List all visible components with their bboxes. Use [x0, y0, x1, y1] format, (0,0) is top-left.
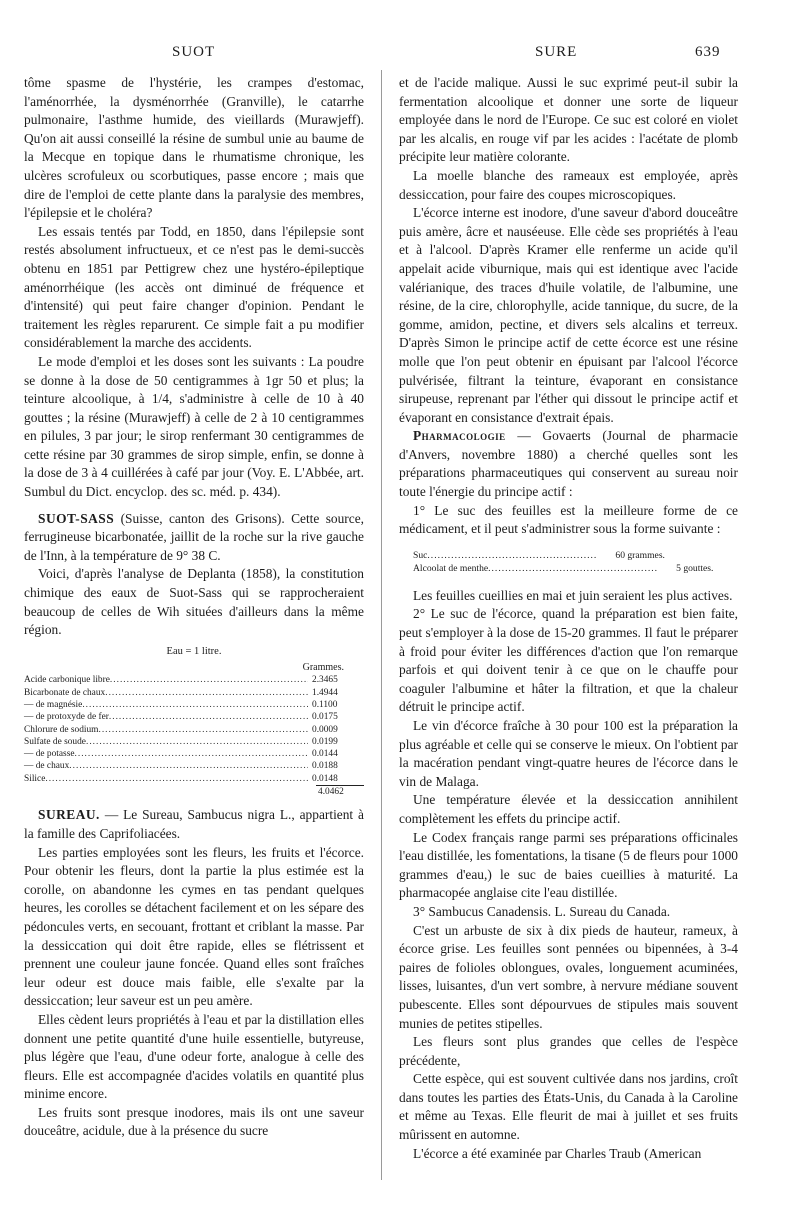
- compound-name: — de protoxyde de fer: [24, 712, 109, 723]
- paragraph: 1° Le suc des feuilles est la meilleure forme de ce médicament, et il peut s'administrer sous la forme suivante :: [399, 502, 738, 537]
- entry-text: (Suisse, canton des Grisons). Cette source, ferrugineuse bicarbonatée, jaillit de la roche sur la rive gauche de l'Inn, à la température de 9° 38 C.: [24, 510, 364, 563]
- paragraph: L'écorce interne est inodore, d'une saveur d'abord douceâtre puis amère, âcre et nauséeuse. Elle cède ses propriétés à l'eau et à l'alcool. D'après Kramer elle renferme un acide qu'il appelait acide viburnique, mais qui est identique avec l'acide valérianique, des traces d'huile volatile, de l'albumine, une résine, de la cire, chlorophylle, acide tannique, du sucre, de la gomme, amidon, pectine, et divers sels alcalins et terreux. D'après Simon le principe actif de cette écorce est une résine molle que l'on peut obtenir en épuisant par l'alcool l'écorce pulvérisée, filtrant la teinture, évaporant en consistance sirupeuse, reprenant par l'éther qui dissout le principe actif et évaporant en consistance d'extrait épais.: [399, 205, 738, 425]
- compound-name: — de chaux: [24, 761, 70, 772]
- entry-text: — Govaerts (Journal de pharmacie d'Anvers, novembre 1880) a cherché quelles sont les préparations pharmaceutiques qui conservent au sureau noir toute l'énergie du principe actif :: [399, 428, 738, 500]
- compound-value: 0.0144: [312, 749, 338, 760]
- compound-value: 0.1100: [312, 700, 338, 710]
- recipe-row: [413, 549, 738, 562]
- paragraph: Une température élevée et la dessiccation annihilent complètement les effets du principe actif.: [399, 792, 738, 826]
- compound-name: Bicarbonate de chaux: [24, 687, 106, 698]
- leader-dots: [427, 549, 597, 562]
- leader-dots: [98, 724, 308, 736]
- paragraph: Les fruits sont presque inodores, mais ils ont une saveur douceâtre, acidule, due à la présence du sucre: [24, 1104, 364, 1139]
- leader-dots: [86, 736, 308, 748]
- header-right-title: SURE: [535, 44, 578, 60]
- compound-name: Chlorure de sodium: [24, 724, 99, 735]
- leader-dots: [82, 699, 308, 711]
- compound-value: 1.4944: [312, 687, 338, 698]
- table-row: [24, 736, 364, 748]
- compound-name: Acide carbonique libre: [24, 675, 110, 686]
- paragraph: Voici, d'après l'analyse de Deplanta (1858), la constitution chimique des eaux de Suot-Sass qui se rapprocheraient beaucoup de celles de Wih situées d'ailleurs dans la même région.: [24, 566, 364, 638]
- leader-dots: [105, 687, 308, 699]
- table-rows: [24, 674, 364, 785]
- table-row: [24, 674, 364, 686]
- page-number: 639: [695, 44, 721, 60]
- entry-heading: SUOT-SASS: [38, 510, 115, 526]
- compound-value: 0.0148: [312, 773, 338, 784]
- paragraph: Le mode d'emploi et les doses sont les suivants : La poudre se donne à la dose de 50 centigrammes à 1gr 50 et plus; la teinture alcoolique, à 1/4, s'administre à celle de 10 à 40 gouttes ; la résine (Murawjeff) à celle de 2 à 10 centigrammes en pilules, 3 par jour; le sirop renfermant 30 centigrammes de cette résine par 30 grammes de sirop simple, enfin, se donne à la dose de 3 à 4 cuillérées à café par jour (Voy. E. L'Abbée, art. Sumbul du Dict. encyclop. des sc. méd. p. 434).: [24, 353, 364, 500]
- table-row: [24, 687, 364, 699]
- paragraph: 3° Sambucus Canadensis. L. Sureau du Canada.: [413, 903, 671, 919]
- running-header: [0, 44, 800, 64]
- compound-value: 2.3465: [312, 675, 338, 686]
- table-row: [24, 760, 364, 772]
- recipe-list: [413, 549, 738, 575]
- compound-name: — de potasse: [24, 749, 75, 760]
- table-total: 4.0462: [316, 785, 364, 798]
- table-unit: Grammes.: [302, 662, 344, 674]
- leader-dots: [75, 748, 308, 760]
- table-row: [24, 711, 364, 723]
- ingredient-amount: 5 gouttes.: [676, 562, 714, 574]
- left-column: [24, 74, 364, 1141]
- ingredient-name: Alcoolat de menthe: [413, 562, 489, 574]
- table-caption: Eau = 1 litre.: [166, 645, 222, 657]
- header-left-title: SUOT: [172, 44, 216, 60]
- recipe-row: [413, 562, 738, 575]
- compound-value: 0.0009: [312, 724, 338, 735]
- compound-name: Sulfate de soude: [24, 736, 86, 747]
- paragraph: Le Codex français range parmi ses préparations officinales l'eau distillée, les fomentations, la tisane (5 de fleurs pour 1000 grammes d'eau,) le suc de baies cueillies à maturité. La pharmacopée anglaise cite l'eau distillée.: [399, 829, 738, 901]
- compound-value: 0.0175: [312, 712, 338, 723]
- paragraph: Les feuilles cueillies en mai et juin seraient les plus actives.: [413, 587, 733, 603]
- paragraph: et de l'acide malique. Aussi le suc exprimé peut-il subir la fermentation alcoolique et donner une sorte de liqueur employée dans le nord de l'Europe. Ce suc est coloré en violet par les alcalis, en rouge vif par les acides : l'acétate de plomb précipite leur matière colorante.: [399, 75, 738, 165]
- leader-dots: [69, 760, 308, 772]
- table-row: [24, 773, 364, 785]
- paragraph: La moelle blanche des rameaux est employée, après dessiccation, pour faire des coupes microscopiques.: [399, 167, 738, 202]
- compound-value: 0.0199: [312, 736, 338, 747]
- leader-dots: [110, 674, 308, 686]
- table-total-row: [24, 785, 364, 798]
- paragraph: Les parties employées sont les fleurs, les fruits et l'écorce. Pour obtenir les fleurs, dont la partie la plus estimée est la corolle, on abandonne les cymes en tas pendant quelques heures, les corolles se détachent facilement et on les sépare des pédoncules verts, en secouant, frottant et criblant la masse. Par la dessiccation qui doit être rapide, elles se flétrissent et prennent une couleur jaune foncée. Quand elles sont fraîches leur odeur est douce mais faible, elle s'exalte par la dessiccation; leur saveur est un peu amère.: [24, 844, 364, 1009]
- leader-dots: [488, 562, 658, 575]
- ingredient-amount: 60 grammes.: [615, 549, 665, 561]
- paragraph: Les essais tentés par Todd, en 1850, dans l'épilepsie sont restés absolument infructueux, et ce n'est pas le demi-succès obtenu en 1851 par Pettigrew chez une hystéro-épileptique aménorrhéique (les accès ont diminué de fréquence et d'intensité) qui peut faire changer d'opinion. Pendant le traitement les règles reparurent. Ce simple fait a pu modifier considérablement la marche des accidents.: [24, 223, 364, 351]
- compound-name: — de magnésie: [24, 700, 83, 710]
- entry-text: — Le Sureau, Sambucus nigra L., appartient à la famille des Caprifoliacées.: [24, 807, 364, 841]
- paragraph: tôme spasme de l'hystérie, les crampes d'estomac, l'aménorrhée, la dysménorrhée (Granville), le catarrhe pulmonaire, l'asthme humide, des vieillards (Murawjeff). Qu'on ait aussi conseillé la résine de sumbul unie au baume de la Mecque en topique dans le rhumatisme chronique, les ulcères scrofuleux ou scorbutiques, passe encore ; mais que dire de l'emploi de cette plante dans la paralysie des membres, l'épilepsie et le choléra?: [24, 75, 364, 221]
- table-row: [24, 724, 364, 736]
- paragraph: 2° Le suc de l'écorce, quand la préparation est bien faite, peut s'employer à la dose de 15-20 grammes. Il faut le préparer à froid pour éviter les différences d'action que l'on remarque parfois et qui doivent tenir à ce que on le chauffe pour coaguler l'albumine et hâter la filtration, et que la chaleur détruit le principe actif.: [399, 606, 738, 715]
- leader-dots: [45, 773, 308, 785]
- paragraph: Cette espèce, qui est souvent cultivée dans nos jardins, croît dans toutes les parties des États-Unis, du Canada à la Caroline et même au Texas. Elle fleurit de mai à juillet et ses fruits mûrissent en automne.: [399, 1071, 738, 1143]
- right-column: [399, 74, 738, 1163]
- paragraph: L'écorce a été examinée par Charles Traub (American: [413, 1145, 702, 1161]
- column-divider: [381, 70, 382, 1180]
- compound-value: 0.0188: [312, 761, 338, 772]
- entry-heading: Pharmacologie: [413, 428, 506, 444]
- paragraph: Elles cèdent leurs propriétés à l'eau et par la distillation elles donnent une petite quantité d'une huile essentielle, butyreuse, plus légère que l'eau, d'une odeur forte, analogue à celle des fleurs. Elle est accompagnée d'acides volatils en quantité plus minime encore.: [24, 1011, 364, 1102]
- table-row: [24, 699, 364, 711]
- paragraph: Les fleurs sont plus grandes que celles de l'espèce précédente,: [399, 1034, 738, 1068]
- paragraph: Le vin d'écorce fraîche à 30 pour 100 est la préparation la plus agréable et celle qui se conserve le mieux. On l'obtient par la macération pendant vingt-quatre heures de l'écorce dans le vin de Malaga.: [399, 718, 738, 789]
- entry-heading: SUREAU.: [38, 807, 100, 823]
- analysis-table: [24, 646, 364, 799]
- table-row: [24, 748, 364, 760]
- entry-sureau: [24, 806, 364, 843]
- leader-dots: [109, 711, 308, 723]
- ingredient-name: Suc: [413, 549, 428, 561]
- compound-name: Silice: [24, 773, 46, 784]
- entry-suot-sass: [24, 510, 364, 566]
- paragraph: C'est un arbuste de six à dix pieds de hauteur, rameux, à écorce grise. Les feuilles sont pennées ou bipennées, à 3-4 paires de folioles oblongues, ovales, longuement acuminées, lisses, luisantes, d'un vert sombre, à nervure médiane souvent pubescente. Elles sont dépourvues de stipules mais souvent munies de petites stipelles.: [399, 922, 738, 1031]
- entry-pharmacologie: [399, 427, 738, 501]
